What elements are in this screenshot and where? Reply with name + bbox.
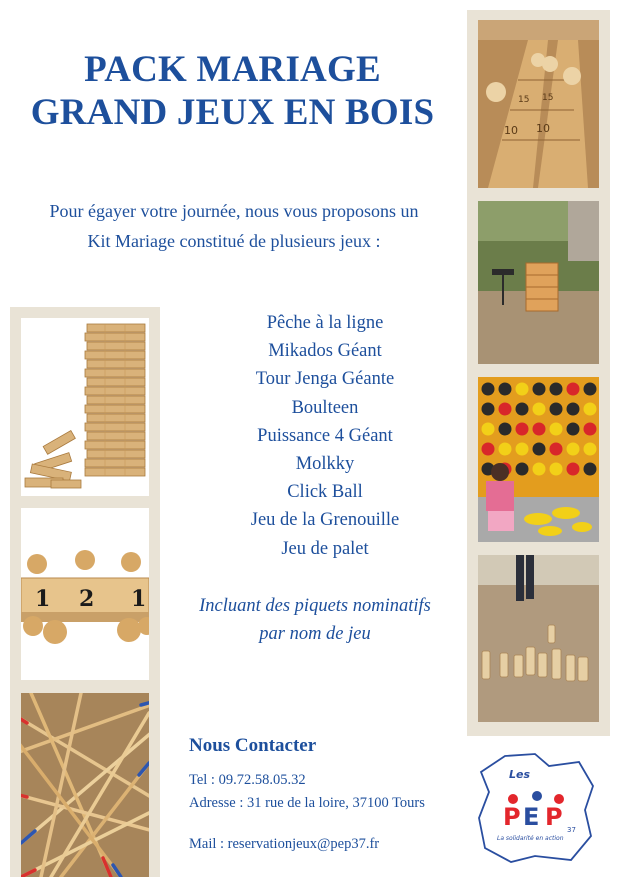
puissance4-photo: [478, 377, 599, 542]
note-text: [170, 592, 460, 648]
svg-text:E: E: [523, 803, 540, 831]
game-item: Mikados Géant: [268, 341, 382, 362]
click-ball-number: 1: [131, 586, 147, 612]
game-item: Pêche à la ligne: [266, 313, 384, 333]
contact-phone: Tel : 09.72.58.05.32: [189, 772, 306, 788]
click-ball-photo: [21, 508, 149, 680]
boulteen-score: 15: [518, 95, 530, 105]
title-line-1: PACK MARIAGE: [84, 49, 381, 90]
svg-text:P: P: [503, 803, 521, 831]
page-title: [0, 48, 465, 134]
game-item: Tour Jenga Géante: [255, 369, 395, 390]
note-line-2: par nom de jeu: [259, 624, 371, 644]
molkky-photo: [478, 555, 599, 722]
boulteen-score: 10: [504, 124, 518, 137]
game-item: Puissance 4 Géant: [257, 425, 393, 446]
boulteen-score: 10: [536, 122, 550, 135]
svg-text:P: P: [545, 803, 563, 831]
contact-title: Nous Contacter: [189, 735, 317, 756]
logo-number: 37: [567, 826, 576, 834]
note-line-1: Incluant des piquets nominatifs: [199, 596, 431, 616]
game-item: Boulteen: [291, 397, 359, 418]
game-item: Click Ball: [287, 482, 363, 503]
game-item: Molkky: [295, 454, 355, 475]
click-ball-number: 1: [35, 586, 51, 612]
intro-line-1: Pour égayer votre journée, nous vous proposons un: [49, 201, 419, 221]
intro-text: [0, 196, 468, 256]
game-item: Jeu de palet: [281, 538, 369, 559]
intro-line-2: Kit Mariage constitué de plusieurs jeux :: [87, 231, 381, 251]
boulteen-score: 15: [542, 93, 554, 103]
mikado-photo: [21, 693, 149, 877]
grenouille-photo: [478, 201, 599, 364]
contact-address: Adresse : 31 rue de la loire, 37100 Tours: [189, 795, 425, 811]
jenga-photo: [21, 318, 149, 496]
title-line-2: GRAND JEUX EN BOIS: [30, 92, 435, 133]
click-ball-number: 2: [79, 586, 95, 612]
pep37-logo: [475, 752, 595, 864]
boulteen-photo: [478, 20, 599, 188]
games-list: [190, 309, 460, 563]
contact-email: Mail : reservationjeux@pep37.fr: [189, 836, 380, 852]
svg-text:Les: Les: [509, 768, 531, 781]
game-item: Jeu de la Grenouille: [250, 510, 400, 531]
logo-tagline: La solidarité en action: [497, 835, 564, 842]
